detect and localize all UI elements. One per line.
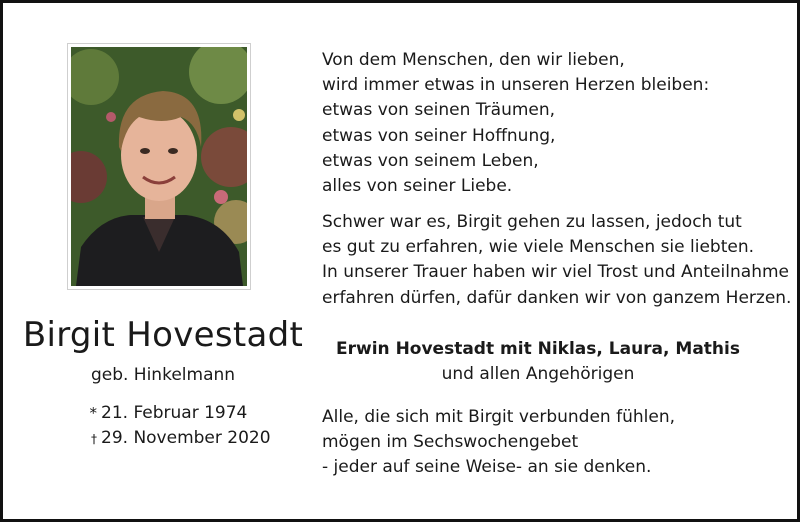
birth-date: 21. Februar 1974 [101, 403, 248, 423]
thanks-paragraph [322, 210, 791, 311]
death-date: 29. November 2020 [101, 428, 271, 448]
poem-line: wird immer etwas in unseren Herzen bleiben: [322, 75, 710, 96]
poem-line: etwas von seiner Hoffnung, [322, 125, 556, 146]
poem-line: alles von seiner Liebe. [322, 176, 513, 197]
portrait-illustration [71, 47, 247, 286]
death-line [87, 426, 271, 452]
memorial-paragraph [322, 405, 675, 481]
signature-line [303, 339, 773, 359]
photo-frame [67, 43, 251, 290]
poem-line: etwas von seinen Träumen, [322, 100, 556, 121]
signature-family: mit Niklas, Laura, Mathis [494, 339, 740, 359]
thanks-line: In unserer Trauer haben wir viel Trost und Anteilnahme [322, 262, 789, 283]
thanks-line: es gut zu erfahren, wie viele Menschen sie liebten. [322, 237, 755, 258]
signature-name: Erwin Hovestadt [336, 339, 495, 359]
poem-line: etwas von seinem Leben, [322, 150, 539, 171]
portrait-photo [71, 47, 247, 286]
birth-line [87, 401, 271, 426]
thanks-line: Schwer war es, Birgit gehen zu lassen, jedoch tut [322, 212, 742, 232]
life-dates [87, 401, 271, 452]
signature-relatives: und allen Angehörigen [441, 364, 635, 384]
deceased-name: Birgit Hovestadt [22, 315, 304, 355]
thanks-line: erfahren dürfen, dafür danken wir von ganzem Herzen. [322, 287, 792, 308]
memorial-line: - jeder auf seine Weise- an sie denken. [322, 457, 652, 478]
birth-star-icon: * [89, 404, 97, 422]
memorial-line: mögen im Sechswochengebet [322, 432, 579, 453]
poem-line: Von dem Menschen, den wir lieben, [322, 50, 625, 70]
memorial-line: Alle, die sich mit Birgit verbunden fühlen, [322, 407, 676, 427]
maiden-name: geb. Hinkelmann [90, 365, 236, 385]
death-cross-icon: † [91, 432, 97, 446]
poem [322, 48, 709, 199]
